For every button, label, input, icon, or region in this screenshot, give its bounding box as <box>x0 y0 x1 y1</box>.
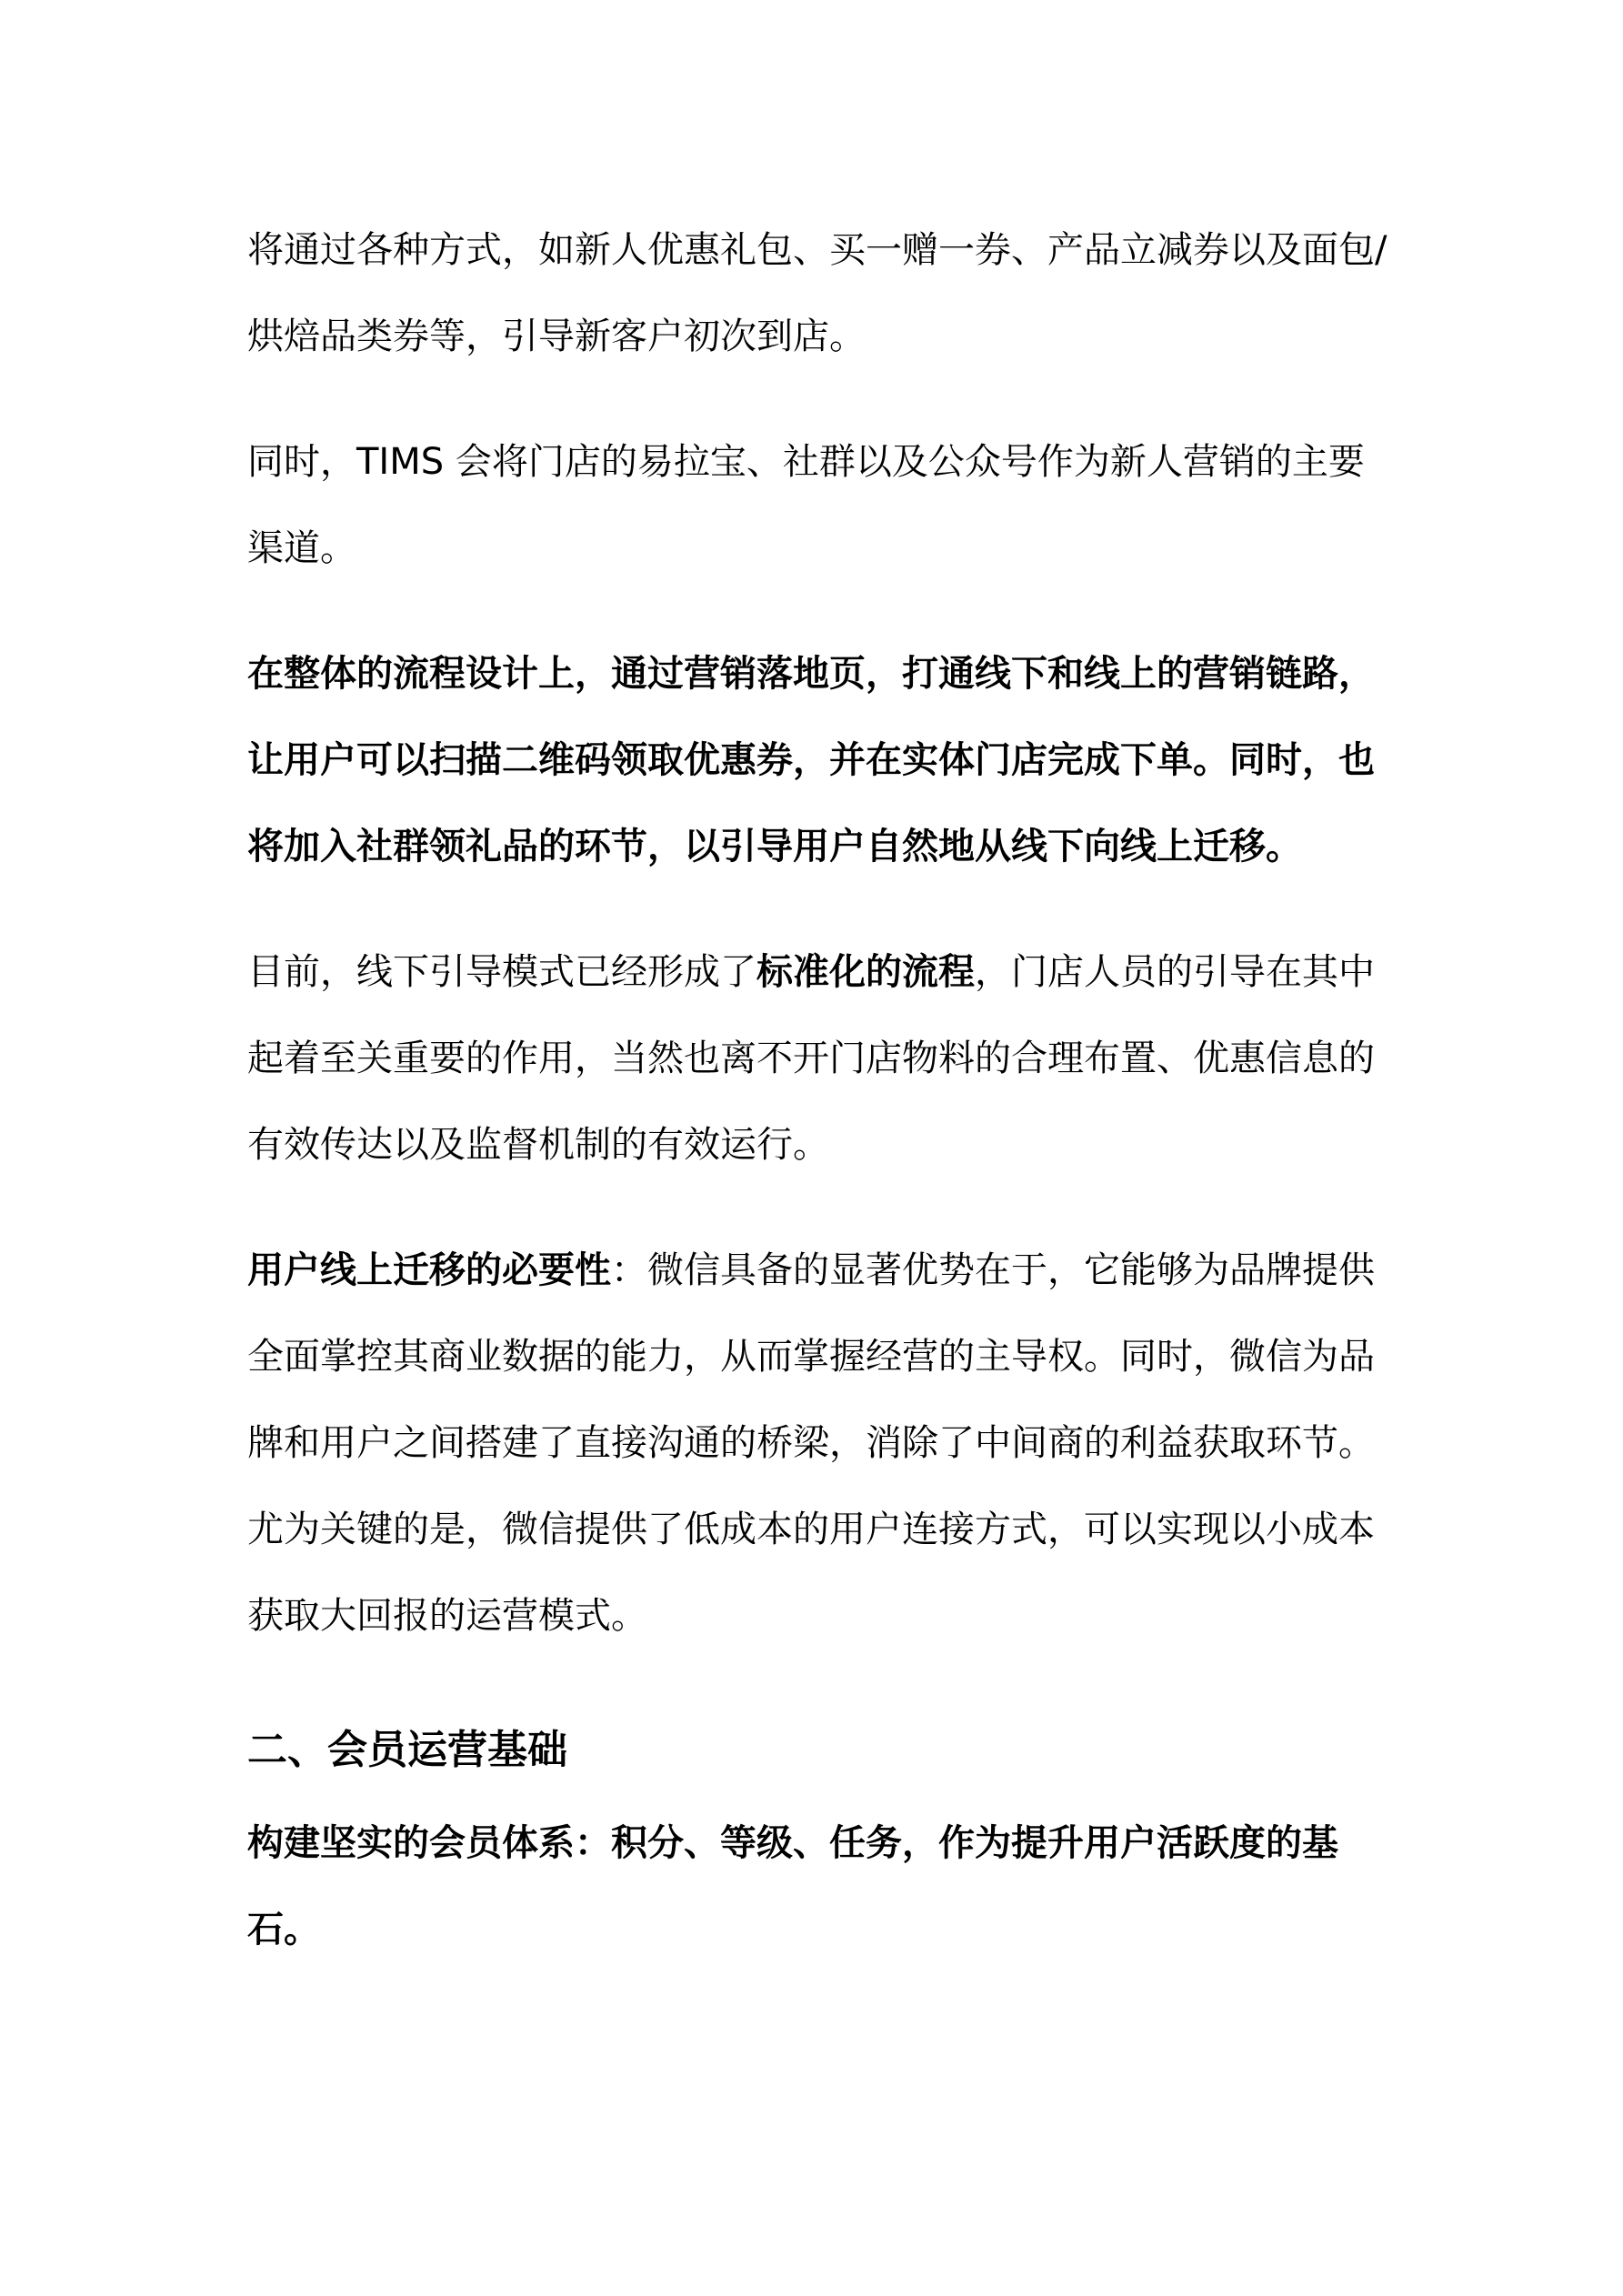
paragraph-marketing-channels: 同时，TIMS 会将门店的易拉宝、社群以及公众号作为新人营销的主要渠道。 <box>247 441 1365 569</box>
online-migration-highlight: 用户线上迁移的必要性 <box>247 1249 611 1291</box>
section-heading: 二、会员运营基础 <box>247 1727 567 1773</box>
document-body <box>247 207 1398 1973</box>
paragraph-process-design: 在整体的流程设计上，通过营销落地页，打通线下和线上的营销链路，让用户可以扫描二维码领取优惠券，并在实体门店完成下单。同时，也将加入社群领礼品的环节，以引导用户自然地从线下向线上迁移。 <box>247 653 1375 867</box>
section-lead-paragraph: 构建坚实的会员体系：积分、等级、任务，作为提升用户活跃度的基石。 <box>247 1822 1338 1950</box>
standardized-process-highlight: 标准化的流程 <box>756 951 975 993</box>
paragraph-new-customer-coupons: 将通过各种方式，如新人优惠礼包、买一赠一券、产品立减券以及面包/烘焙品类券等，引导新客户初次到店。 <box>247 229 1388 357</box>
offline-guidance-text-start: 目前，线下引导模式已经形成了 <box>247 951 756 993</box>
offline-guidance-text-end: ，门店人员的引导在其中起着至关重要的作用，当然也离不开门店物料的合理布置、优惠信息的有效传达以及监督机制的有效运行。 <box>247 951 1375 1166</box>
paragraph-offline-guidance <box>247 929 1398 1188</box>
online-migration-text: ：微信具备的显著优势在于，它能够为品牌提供全面掌控其商业数据的能力，从而掌握经营的主导权。同时，微信为品牌和用户之间搭建了直接沟通的桥梁，消除了中间商的利益获取环节。尤为关键的是，微信提供了低成本的用户连接方式，可以实现以小成本获取大回报的运营模式。 <box>247 1249 1375 1637</box>
paragraph-online-migration <box>247 1228 1398 1659</box>
